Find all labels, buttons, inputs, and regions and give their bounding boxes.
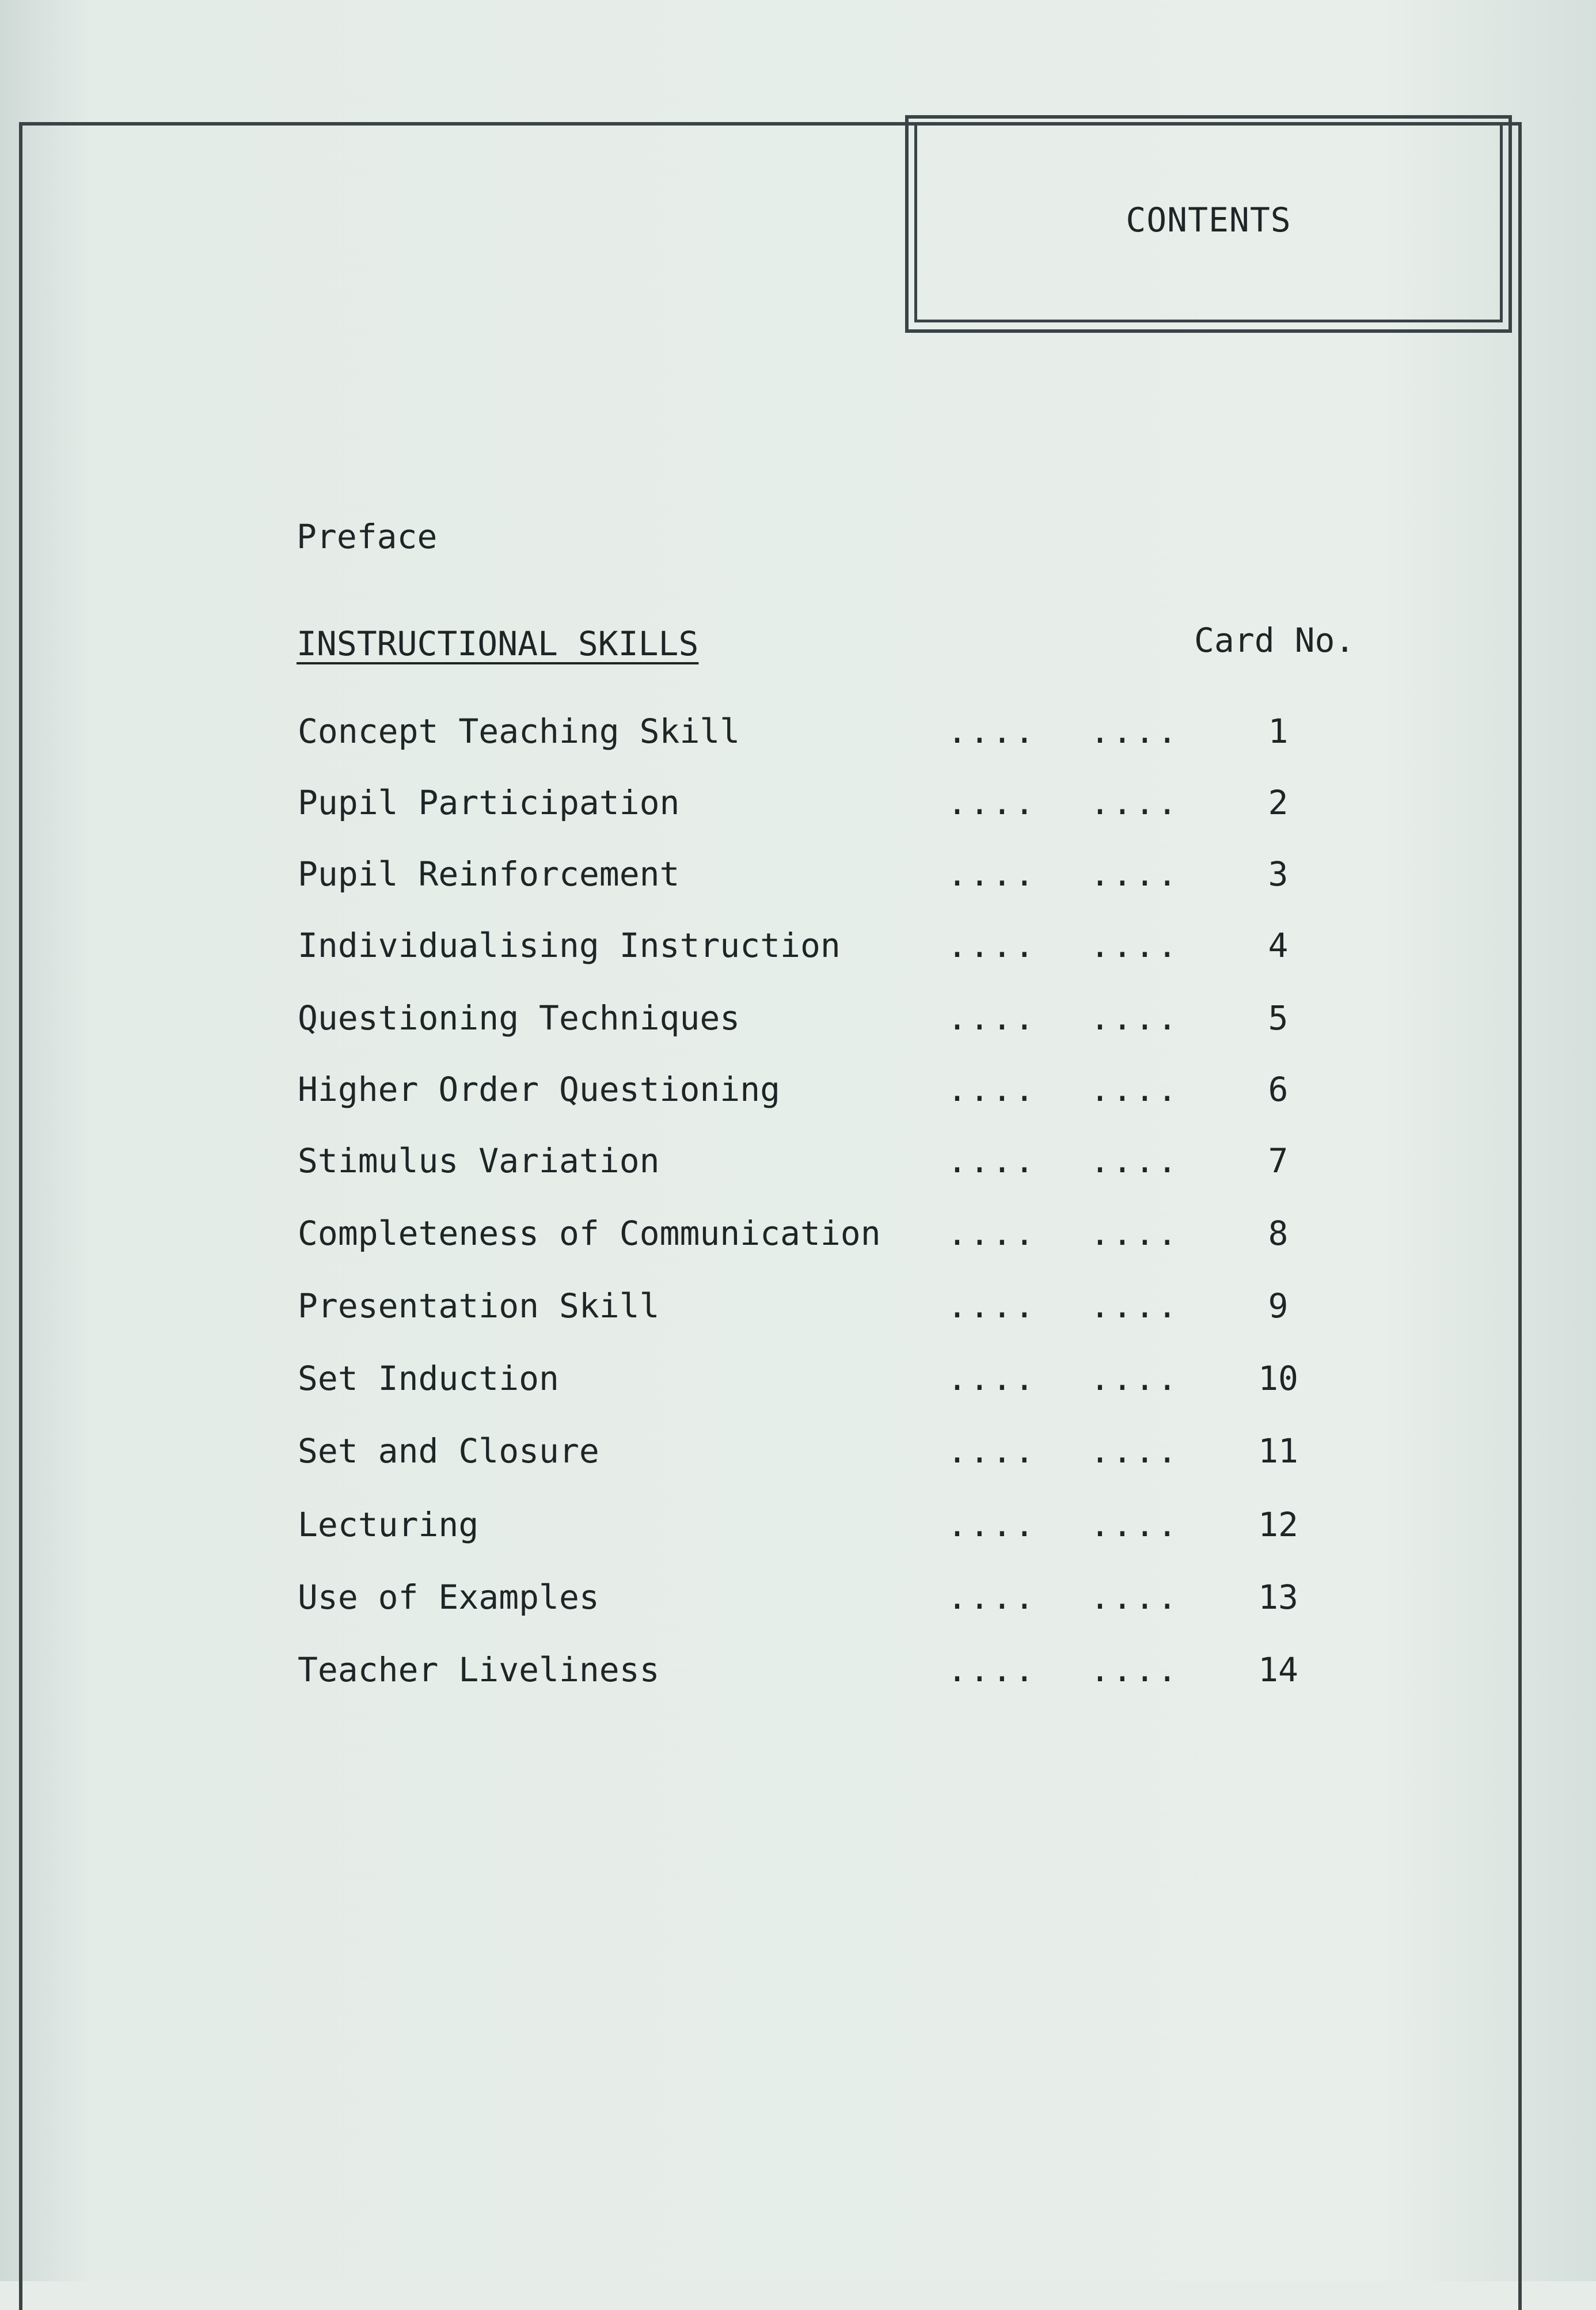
card-number: 3 <box>1268 854 1289 894</box>
page-title: CONTENTS <box>1126 200 1291 240</box>
leader-dots: .... <box>1090 1505 1180 1544</box>
leader-dots: .... <box>1090 1359 1180 1398</box>
card-number: 14 <box>1258 1650 1298 1689</box>
leader-dots: .... <box>947 1141 1037 1180</box>
leader-dots: .... <box>1090 1578 1180 1617</box>
toc-entry-title: Presentation Skill <box>298 1286 660 1325</box>
leader-dots: .... <box>947 1650 1037 1689</box>
card-number: 8 <box>1268 1214 1289 1253</box>
toc-row <box>0 712 1596 758</box>
leader-dots: .... <box>1090 1214 1180 1253</box>
toc-row <box>0 926 1596 972</box>
toc-row <box>0 1286 1596 1332</box>
leader-dots: .... <box>947 712 1037 751</box>
toc-entry-title: Completeness of Communication <box>298 1214 881 1253</box>
card-number: 1 <box>1268 712 1289 751</box>
toc-entry-title: Higher Order Questioning <box>298 1070 781 1109</box>
leader-dots: .... <box>947 1505 1037 1544</box>
toc-row <box>0 1431 1596 1477</box>
toc-entry-title: Questioning Techniques <box>298 998 740 1038</box>
card-number: 5 <box>1268 998 1289 1038</box>
toc-entry-title: Pupil Reinforcement <box>298 854 680 894</box>
leader-dots: .... <box>1090 1070 1180 1109</box>
toc-row <box>0 1505 1596 1551</box>
toc-row <box>0 1359 1596 1405</box>
leader-dots: .... <box>1090 1431 1180 1471</box>
toc-row <box>0 1650 1596 1696</box>
card-number-column-header: Card No. <box>1194 621 1355 660</box>
toc-row <box>0 1214 1596 1260</box>
card-number: 10 <box>1258 1359 1298 1398</box>
leader-dots: .... <box>1090 1141 1180 1180</box>
card-number: 7 <box>1268 1141 1289 1180</box>
leader-dots: .... <box>1090 854 1180 894</box>
toc-row <box>0 783 1596 829</box>
leader-dots: .... <box>1090 926 1180 965</box>
toc-row <box>0 1070 1596 1116</box>
leader-dots: .... <box>947 1359 1037 1398</box>
card-number: 9 <box>1268 1286 1289 1325</box>
leader-dots: .... <box>1090 783 1180 822</box>
toc-entry-title: Use of Examples <box>298 1578 599 1617</box>
toc-entry-title: Concept Teaching Skill <box>298 712 740 751</box>
leader-dots: .... <box>947 1431 1037 1471</box>
toc-row <box>0 998 1596 1044</box>
card-number: 12 <box>1258 1505 1298 1544</box>
card-number: 2 <box>1268 783 1289 822</box>
toc-entry-title: Pupil Participation <box>298 783 680 822</box>
leader-dots: .... <box>947 1286 1037 1325</box>
card-number: 4 <box>1268 926 1289 965</box>
toc-row <box>0 1578 1596 1624</box>
leader-dots: .... <box>947 1070 1037 1109</box>
leader-dots: .... <box>1090 1650 1180 1689</box>
toc-row <box>0 1141 1596 1187</box>
toc-row <box>0 854 1596 901</box>
preface-entry: Preface <box>297 517 438 556</box>
card-number: 13 <box>1258 1578 1298 1617</box>
toc-entry-title: Set Induction <box>298 1359 559 1398</box>
leader-dots: .... <box>947 854 1037 894</box>
toc-entry-title: Stimulus Variation <box>298 1141 660 1180</box>
card-number: 11 <box>1258 1431 1298 1471</box>
leader-dots: .... <box>947 926 1037 965</box>
card-number: 6 <box>1268 1070 1289 1109</box>
leader-dots: .... <box>1090 712 1180 751</box>
toc-entry-title: Lecturing <box>298 1505 479 1544</box>
leader-dots: .... <box>1090 1286 1180 1325</box>
leader-dots: .... <box>947 783 1037 822</box>
toc-entry-title: Individualising Instruction <box>298 926 841 965</box>
toc-entry-title: Set and Closure <box>298 1431 599 1471</box>
leader-dots: .... <box>947 998 1037 1038</box>
leader-dots: .... <box>947 1578 1037 1617</box>
toc-entry-title: Teacher Liveliness <box>298 1650 660 1689</box>
leader-dots: .... <box>1090 998 1180 1038</box>
leader-dots: .... <box>947 1214 1037 1253</box>
section-heading: INSTRUCTIONAL SKILLS <box>297 624 699 663</box>
